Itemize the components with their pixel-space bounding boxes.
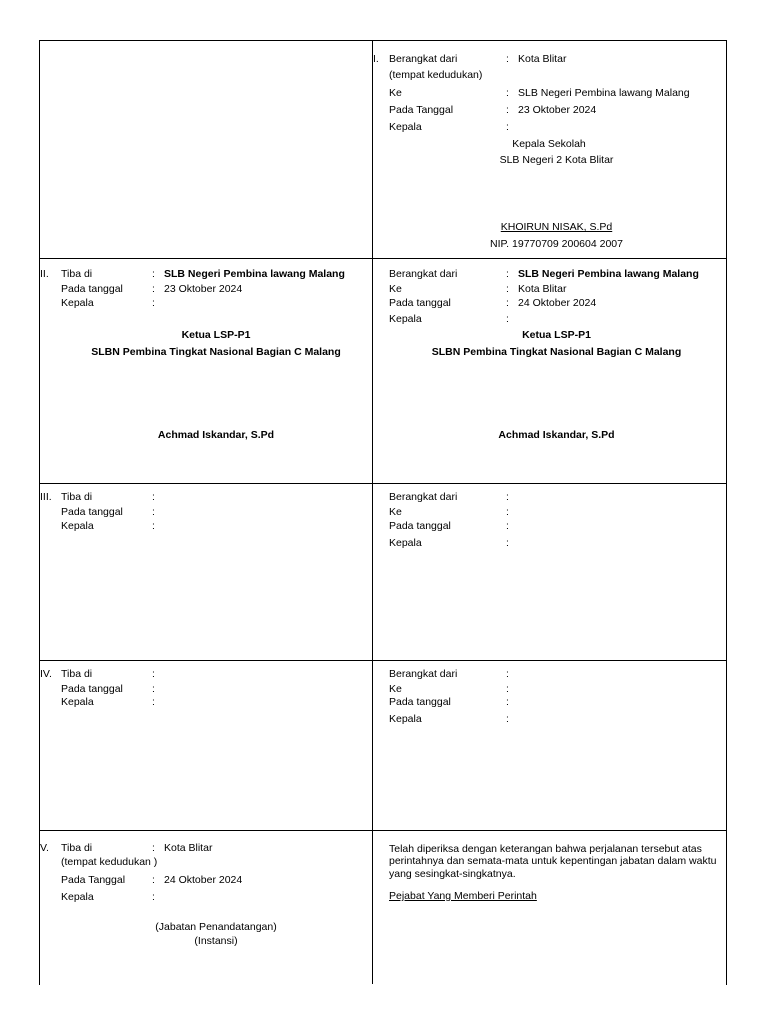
column-divider [372, 40, 373, 984]
colon: : [506, 683, 509, 695]
note-line-2: perintahnya dan semata-mata untuk kepentingan jabatan dalam waktu [389, 855, 717, 867]
tiba-value: Kota Blitar [164, 842, 213, 854]
note-line-3: yang sesingkat-singkatnya. [389, 868, 516, 880]
pada-tanggal-label: Pada Tanggal [61, 874, 126, 886]
signer-institution: SLB Negeri 2 Kota Blitar [499, 154, 614, 166]
signer-name: Achmad Iskandar, S.Pd [157, 429, 275, 441]
ke-label: Ke [389, 683, 402, 695]
pada-tanggal-label: Pada Tanggal [389, 104, 454, 116]
row-divider-4 [39, 830, 726, 831]
colon: : [152, 491, 155, 503]
pada-tanggal-label: Pada tanggal [61, 683, 123, 695]
colon: : [152, 891, 155, 903]
kepala-label: Kepala [389, 537, 422, 549]
colon: : [506, 104, 509, 116]
pada-tanggal-label: Pada tanggal [389, 520, 451, 532]
kepala-label: Kepala [389, 313, 422, 325]
tempat-kedudukan-label: (tempat kedudukan) [389, 69, 483, 81]
colon: : [152, 668, 155, 680]
pada-tanggal-label: Pada tanggal [61, 506, 123, 518]
signer-name: KHOIRUN NISAK, S.Pd [500, 221, 613, 233]
jabatan-penandatangan: (Jabatan Penandatangan) [155, 921, 277, 933]
signer-nip: NIP. 19770709 200604 2007 [490, 238, 623, 250]
colon: : [152, 297, 155, 309]
ke-label: Ke [389, 283, 402, 295]
tiba-value: SLB Negeri Pembina lawang Malang [164, 268, 345, 280]
colon: : [152, 842, 155, 854]
section-number-1: I. [373, 53, 379, 65]
kepala-label: Kepala [61, 891, 94, 903]
berangkat-value: Kota Blitar [518, 53, 567, 65]
section-number-2: II. [40, 268, 49, 280]
colon: : [506, 491, 509, 503]
signer-institution: SLBN Pembina Tingkat Nasional Bagian C Malang [431, 346, 682, 358]
colon: : [506, 506, 509, 518]
kepala-label: Kepala [61, 520, 94, 532]
colon: : [506, 268, 509, 280]
colon: : [506, 283, 509, 295]
ke-label: Ke [389, 506, 402, 518]
tiba-label: Tiba di [61, 491, 93, 503]
pada-tanggal-value: 23 Oktober 2024 [518, 104, 597, 116]
section-number-5: V. [40, 842, 49, 854]
colon: : [152, 520, 155, 532]
row-divider-3 [39, 660, 726, 661]
kepala-label: Kepala [389, 121, 422, 133]
colon: : [152, 874, 155, 886]
berangkat-label: Berangkat dari [389, 53, 458, 65]
colon: : [152, 268, 155, 280]
berangkat-label: Berangkat dari [389, 491, 458, 503]
colon: : [506, 537, 509, 549]
colon: : [152, 283, 155, 295]
instansi: (Instansi) [194, 935, 238, 947]
tiba-label: Tiba di [61, 268, 93, 280]
colon: : [506, 713, 509, 725]
colon: : [506, 696, 509, 708]
colon: : [506, 121, 509, 133]
pada-tanggal-value: 24 Oktober 2024 [518, 297, 597, 309]
pada-tanggal-value: 24 Oktober 2024 [164, 874, 243, 886]
berangkat-value: SLB Negeri Pembina lawang Malang [518, 268, 699, 280]
pada-tanggal-label: Pada tanggal [389, 696, 451, 708]
signer-title: Ketua LSP-P1 [522, 329, 591, 341]
kepala-label: Kepala [61, 696, 94, 708]
tiba-label: Tiba di [61, 668, 93, 680]
pejabat-title: Pejabat Yang Memberi Perintah [389, 890, 537, 902]
kepala-label: Kepala [389, 713, 422, 725]
signer-title: Kepala Sekolah [512, 138, 586, 150]
berangkat-label: Berangkat dari [389, 268, 458, 280]
ke-label: Ke [389, 87, 402, 99]
colon: : [506, 313, 509, 325]
signer-institution: SLBN Pembina Tingkat Nasional Bagian C Malang [91, 346, 341, 358]
signer-title: Ketua LSP-P1 [181, 329, 251, 341]
signer-name: Achmad Iskandar, S.Pd [498, 429, 615, 441]
colon: : [506, 668, 509, 680]
row-divider-1 [39, 258, 726, 259]
pada-tanggal-value: 23 Oktober 2024 [164, 283, 243, 295]
pada-tanggal-label: Pada tanggal [389, 297, 451, 309]
colon: : [506, 87, 509, 99]
ke-value: Kota Blitar [518, 283, 567, 295]
tiba-label: Tiba di [61, 842, 93, 854]
colon: : [506, 53, 509, 65]
note-line-1: Telah diperiksa dengan keterangan bahwa perjalanan tersebut atas [389, 843, 702, 855]
tempat-kedudukan-label: (tempat kedudukan ) [61, 856, 158, 868]
pada-tanggal-label: Pada tanggal [61, 283, 123, 295]
colon: : [152, 683, 155, 695]
row-divider-2 [39, 483, 726, 484]
colon: : [152, 506, 155, 518]
ke-value: SLB Negeri Pembina lawang Malang [518, 87, 690, 99]
berangkat-label: Berangkat dari [389, 668, 458, 680]
colon: : [506, 297, 509, 309]
section-number-3: III. [40, 491, 52, 503]
kepala-label: Kepala [61, 297, 94, 309]
colon: : [152, 696, 155, 708]
section-number-4: IV. [40, 668, 52, 680]
colon: : [506, 520, 509, 532]
